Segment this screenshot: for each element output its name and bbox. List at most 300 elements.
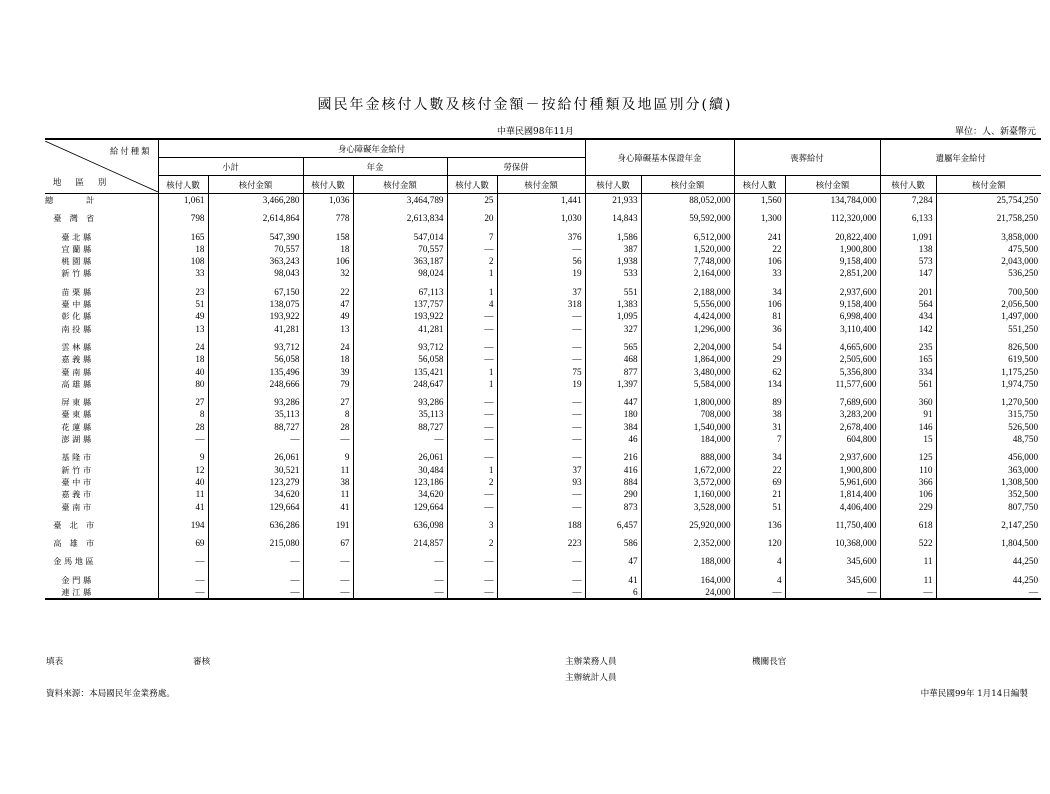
cell-people: 11 <box>880 574 936 586</box>
header-disability-pension: 身心障礙年金給付 <box>158 139 585 158</box>
cell-people: 6,133 <box>880 212 936 224</box>
cell-amount: 26,061 <box>353 451 447 463</box>
cell-amount: — <box>497 555 585 567</box>
cell-amount: 129,664 <box>208 501 303 513</box>
cell-amount: 352,500 <box>936 488 1041 500</box>
cell-people: 387 <box>585 243 641 255</box>
cell-amount: 318 <box>497 298 585 310</box>
header-people: 核付人數 <box>734 176 785 194</box>
cell-amount: 363,243 <box>208 255 303 267</box>
table-row <box>45 286 1041 298</box>
cell-amount: 708,000 <box>641 408 734 420</box>
cell-amount: 56,058 <box>353 353 447 365</box>
cell-people: — <box>734 586 785 599</box>
header-survivor: 遺屬年金給付 <box>880 139 1041 176</box>
cell-amount: 619,500 <box>936 353 1041 365</box>
cell-people: 34 <box>734 286 785 298</box>
cell-amount: 123,279 <box>208 476 303 488</box>
cell-people: 573 <box>880 255 936 267</box>
region-name: 嘉 義 市 <box>45 489 92 500</box>
cell-amount: 7,689,600 <box>785 396 880 408</box>
cell-amount: — <box>497 421 585 433</box>
cell-people: 7 <box>447 231 497 243</box>
cell-amount: 4,665,600 <box>785 341 880 353</box>
cell-people: 1,091 <box>880 231 936 243</box>
region-name: 連 江 縣 <box>45 586 158 599</box>
cell-amount: 123,186 <box>353 476 447 488</box>
cell-amount: 30,484 <box>353 464 447 476</box>
cell-amount: 1,296,000 <box>641 323 734 335</box>
cell-amount: 3,110,400 <box>785 323 880 335</box>
cell-amount: 88,727 <box>353 421 447 433</box>
cell-people: 216 <box>585 451 641 463</box>
region-name: 高 雄 縣 <box>45 378 92 389</box>
cell-people: 1 <box>447 378 497 390</box>
cell-amount: 2,614,864 <box>208 212 303 224</box>
cell-amount: 9,158,400 <box>785 298 880 310</box>
cell-amount: 70,557 <box>208 243 303 255</box>
table-row <box>45 310 1041 322</box>
cell-amount: 1,030 <box>497 212 585 224</box>
header-amount: 核付金額 <box>497 176 585 194</box>
cell-amount: 48,750 <box>936 433 1041 445</box>
cell-people: 46 <box>585 433 641 445</box>
cell-people: 47 <box>303 298 353 310</box>
cell-people: 229 <box>880 501 936 513</box>
cell-amount: 93,286 <box>208 396 303 408</box>
cell-people: 7 <box>734 433 785 445</box>
cell-people: 1,560 <box>734 194 785 207</box>
cell-people: 138 <box>880 243 936 255</box>
cell-people: 33 <box>734 267 785 279</box>
region-name: 金 門 縣 <box>45 574 92 585</box>
cell-people: 2 <box>447 476 497 488</box>
region-name: 總 計 <box>45 195 95 205</box>
cell-people: 22 <box>303 286 353 298</box>
cell-amount: 56,058 <box>208 353 303 365</box>
cell-people: 49 <box>158 310 208 322</box>
header-people: 核付人數 <box>447 176 497 194</box>
table-row <box>45 396 1041 408</box>
cell-people: 106 <box>734 298 785 310</box>
cell-amount: 25,920,000 <box>641 519 734 531</box>
cell-people: — <box>447 243 497 255</box>
cell-people: 9 <box>158 451 208 463</box>
footer-reviewer: 審核 <box>193 657 211 667</box>
cell-people: 47 <box>585 555 641 567</box>
cell-amount: 1,900,800 <box>785 464 880 476</box>
cell-people: 3 <box>447 519 497 531</box>
cell-amount: — <box>208 586 303 599</box>
cell-people: 41 <box>158 501 208 513</box>
statistics-table <box>45 138 1041 600</box>
cell-people: 13 <box>158 323 208 335</box>
cell-amount: 547,014 <box>353 231 447 243</box>
table-row <box>45 353 1041 365</box>
cell-amount: 193,922 <box>208 310 303 322</box>
region-name: 苗 栗 縣 <box>45 286 92 297</box>
region-name: 宜 蘭 縣 <box>45 243 92 254</box>
cell-people: 106 <box>734 255 785 267</box>
region-name: 臺 中 縣 <box>45 299 92 310</box>
unit-label: 單位：人、新臺幣元 <box>954 127 1036 137</box>
cell-people: 134 <box>734 378 785 390</box>
cell-people: 49 <box>303 310 353 322</box>
cell-amount: 551,250 <box>936 323 1041 335</box>
region-name: 高 雄 市 <box>45 538 95 549</box>
table-row <box>45 586 1041 599</box>
table-row <box>45 366 1041 378</box>
cell-people: 366 <box>880 476 936 488</box>
cell-amount: 44,250 <box>936 574 1041 586</box>
cell-amount: 34,620 <box>353 488 447 500</box>
cell-people: 147 <box>880 267 936 279</box>
cell-people: 778 <box>303 212 353 224</box>
cell-amount: 138,075 <box>208 298 303 310</box>
cell-people: 4 <box>734 574 785 586</box>
region-name: 雲 林 縣 <box>45 341 92 352</box>
cell-people: 62 <box>734 366 785 378</box>
cell-amount: 700,500 <box>936 286 1041 298</box>
cell-amount: — <box>497 451 585 463</box>
cell-people: 25 <box>447 194 497 207</box>
cell-amount: 604,800 <box>785 433 880 445</box>
cell-people: 235 <box>880 341 936 353</box>
cell-people: 1,095 <box>585 310 641 322</box>
region-name: 嘉 義 縣 <box>45 354 92 365</box>
cell-amount: — <box>497 488 585 500</box>
cell-people: 146 <box>880 421 936 433</box>
cell-people: 1,061 <box>158 194 208 207</box>
cell-people: 201 <box>880 286 936 298</box>
cell-people: — <box>447 574 497 586</box>
cell-amount: 88,727 <box>208 421 303 433</box>
cell-amount: 41,281 <box>353 323 447 335</box>
cell-people: 165 <box>158 231 208 243</box>
cell-amount: — <box>208 555 303 567</box>
cell-amount: 35,113 <box>353 408 447 420</box>
cell-people: 327 <box>585 323 641 335</box>
table-row <box>45 243 1041 255</box>
cell-people: 11 <box>303 488 353 500</box>
cell-people: 142 <box>880 323 936 335</box>
cell-people: 32 <box>303 267 353 279</box>
cell-amount: 1,308,500 <box>936 476 1041 488</box>
cell-amount: 134,784,000 <box>785 194 880 207</box>
cell-amount: 526,500 <box>936 421 1041 433</box>
cell-people: 89 <box>734 396 785 408</box>
cell-amount: 2,937,600 <box>785 286 880 298</box>
cell-amount: 10,368,000 <box>785 537 880 549</box>
cell-amount: 3,528,000 <box>641 501 734 513</box>
cell-people: 80 <box>158 378 208 390</box>
page-title: 國民年金核付人數及核付金額－按給付種類及地區別分(續) <box>317 97 733 113</box>
cell-people: 180 <box>585 408 641 420</box>
cell-amount: — <box>497 243 585 255</box>
cell-amount: 5,961,600 <box>785 476 880 488</box>
cell-amount: 2,056,500 <box>936 298 1041 310</box>
cell-amount: 223 <box>497 537 585 549</box>
cell-people: — <box>447 488 497 500</box>
table-row <box>45 501 1041 513</box>
cell-amount: 188 <box>497 519 585 531</box>
cell-people: 38 <box>303 476 353 488</box>
cell-amount: 164,000 <box>641 574 734 586</box>
cell-amount: — <box>353 433 447 445</box>
cell-amount: — <box>497 341 585 353</box>
cell-amount: 25,754,250 <box>936 194 1041 207</box>
cell-people: 29 <box>734 353 785 365</box>
table-row <box>45 378 1041 390</box>
cell-amount: — <box>208 574 303 586</box>
cell-amount: 3,283,200 <box>785 408 880 420</box>
cell-people: — <box>447 323 497 335</box>
cell-amount: 98,043 <box>208 267 303 279</box>
cell-people: 416 <box>585 464 641 476</box>
cell-people: — <box>303 555 353 567</box>
cell-people: 1 <box>447 464 497 476</box>
cell-people: 39 <box>303 366 353 378</box>
cell-people: 1,586 <box>585 231 641 243</box>
cell-people: 194 <box>158 519 208 531</box>
cell-amount: 30,521 <box>208 464 303 476</box>
cell-people: 20 <box>447 212 497 224</box>
cell-amount: 2,043,000 <box>936 255 1041 267</box>
cell-people: — <box>158 586 208 599</box>
cell-amount: 6,998,400 <box>785 310 880 322</box>
cell-people: — <box>880 586 936 599</box>
footer-head: 機關長官 <box>752 657 787 667</box>
cell-amount: 98,024 <box>353 267 447 279</box>
table-row <box>45 231 1041 243</box>
cell-people: 21 <box>734 488 785 500</box>
cell-amount: 2,164,000 <box>641 267 734 279</box>
cell-amount: 1,270,500 <box>936 396 1041 408</box>
cell-people: 40 <box>158 476 208 488</box>
table-row <box>45 255 1041 267</box>
cell-amount: 2,204,000 <box>641 341 734 353</box>
cell-amount: 137,757 <box>353 298 447 310</box>
cell-people: 434 <box>880 310 936 322</box>
table-row <box>45 555 1041 567</box>
cell-people: 34 <box>734 451 785 463</box>
header-people: 核付人數 <box>585 176 641 194</box>
cell-amount: 215,080 <box>208 537 303 549</box>
cell-people: 36 <box>734 323 785 335</box>
cell-people: 8 <box>303 408 353 420</box>
cell-amount: 636,286 <box>208 519 303 531</box>
cell-people: 136 <box>734 519 785 531</box>
cell-people: 69 <box>734 476 785 488</box>
cell-amount: 888,000 <box>641 451 734 463</box>
table-row <box>45 408 1041 420</box>
table-row <box>45 464 1041 476</box>
cell-people: 7,284 <box>880 194 936 207</box>
cell-people: 54 <box>734 341 785 353</box>
table-row <box>45 574 1041 586</box>
cell-amount: — <box>497 323 585 335</box>
region-name: 桃 園 縣 <box>45 256 92 267</box>
cell-people: 13 <box>303 323 353 335</box>
cell-amount: 1,160,000 <box>641 488 734 500</box>
region-name: 花 蓮 縣 <box>45 421 92 432</box>
cell-people: 18 <box>158 353 208 365</box>
cell-people: 2 <box>447 537 497 549</box>
report-date: 中華民國98年11月 <box>497 127 574 137</box>
cell-people: — <box>447 586 497 599</box>
cell-people: 41 <box>585 574 641 586</box>
cell-people: 1,938 <box>585 255 641 267</box>
region-name: 新 竹 市 <box>45 464 92 475</box>
cell-people: 4 <box>734 555 785 567</box>
cell-people: 18 <box>303 353 353 365</box>
cell-people: 31 <box>734 421 785 433</box>
cell-people: 81 <box>734 310 785 322</box>
cell-people: 106 <box>880 488 936 500</box>
cell-amount: 3,480,000 <box>641 366 734 378</box>
corner-top-label: 給付種類 <box>110 147 152 156</box>
cell-people: 384 <box>585 421 641 433</box>
cell-amount: 3,466,280 <box>208 194 303 207</box>
cell-amount: 2,505,600 <box>785 353 880 365</box>
corner-bottom-label: 地 區 別 <box>53 178 113 187</box>
header-amount: 核付金額 <box>208 176 303 194</box>
cell-amount: 1,441 <box>497 194 585 207</box>
cell-people: 106 <box>303 255 353 267</box>
cell-amount: 75 <box>497 366 585 378</box>
cell-amount: 376 <box>497 231 585 243</box>
cell-amount: — <box>785 586 880 599</box>
region-name: 臺 中 市 <box>45 476 92 487</box>
cell-amount: 24,000 <box>641 586 734 599</box>
cell-amount: 363,187 <box>353 255 447 267</box>
cell-amount: 184,000 <box>641 433 734 445</box>
table-row <box>45 537 1041 549</box>
cell-people: 28 <box>303 421 353 433</box>
cell-amount: 21,758,250 <box>936 212 1041 224</box>
cell-people: 51 <box>158 298 208 310</box>
cell-people: 108 <box>158 255 208 267</box>
cell-amount: 3,464,789 <box>353 194 447 207</box>
cell-people: — <box>447 341 497 353</box>
table-row <box>45 451 1041 463</box>
cell-amount: 1,540,000 <box>641 421 734 433</box>
cell-people: 24 <box>303 341 353 353</box>
cell-amount: — <box>497 433 585 445</box>
cell-amount: 1,520,000 <box>641 243 734 255</box>
cell-people: — <box>447 408 497 420</box>
cell-amount: 3,572,000 <box>641 476 734 488</box>
cell-people: — <box>447 396 497 408</box>
cell-people: 110 <box>880 464 936 476</box>
cell-people: 533 <box>585 267 641 279</box>
cell-amount: 4,406,400 <box>785 501 880 513</box>
cell-amount: 2,851,200 <box>785 267 880 279</box>
cell-amount: 1,804,500 <box>936 537 1041 549</box>
cell-amount: — <box>208 433 303 445</box>
cell-people: 551 <box>585 286 641 298</box>
cell-people: — <box>303 586 353 599</box>
cell-amount: — <box>353 574 447 586</box>
cell-people: 618 <box>880 519 936 531</box>
cell-amount: 2,188,000 <box>641 286 734 298</box>
cell-people: 877 <box>585 366 641 378</box>
cell-amount: 2,613,834 <box>353 212 447 224</box>
header-labor-combined: 勞保併 <box>447 158 585 176</box>
cell-people: 22 <box>734 243 785 255</box>
cell-amount: 5,556,000 <box>641 298 734 310</box>
cell-people: 24 <box>158 341 208 353</box>
cell-amount: 5,356,800 <box>785 366 880 378</box>
cell-amount: — <box>497 396 585 408</box>
cell-people: — <box>303 574 353 586</box>
cell-people: — <box>447 421 497 433</box>
header-people: 核付人數 <box>880 176 936 194</box>
cell-amount: 345,600 <box>785 574 880 586</box>
cell-amount: 11,750,400 <box>785 519 880 531</box>
footer-business-staff: 主辦業務人員 <box>565 657 617 667</box>
cell-people: 191 <box>303 519 353 531</box>
cell-amount: 41,281 <box>208 323 303 335</box>
cell-amount: 93,712 <box>353 341 447 353</box>
cell-amount: 112,320,000 <box>785 212 880 224</box>
cell-amount: 35,113 <box>208 408 303 420</box>
cell-amount: 56 <box>497 255 585 267</box>
cell-amount: — <box>353 555 447 567</box>
cell-amount: 1,175,250 <box>936 366 1041 378</box>
cell-people: 6,457 <box>585 519 641 531</box>
cell-people: 11 <box>880 555 936 567</box>
cell-amount: 1,974,750 <box>936 378 1041 390</box>
cell-people: 79 <box>303 378 353 390</box>
table-row <box>45 212 1041 224</box>
cell-people: 6 <box>585 586 641 599</box>
cell-amount: — <box>497 408 585 420</box>
cell-people: 158 <box>303 231 353 243</box>
cell-amount: 11,577,600 <box>785 378 880 390</box>
table-row <box>45 433 1041 445</box>
cell-people: 14,843 <box>585 212 641 224</box>
cell-amount: 2,352,000 <box>641 537 734 549</box>
corner-header <box>45 139 158 194</box>
cell-people: 798 <box>158 212 208 224</box>
cell-people: 51 <box>734 501 785 513</box>
cell-amount: 1,497,000 <box>936 310 1041 322</box>
cell-people: 38 <box>734 408 785 420</box>
region-name: 金 馬 地 區 <box>45 556 94 567</box>
cell-amount: 93,286 <box>353 396 447 408</box>
table-body <box>45 194 1041 600</box>
cell-people: 884 <box>585 476 641 488</box>
header-subtotal: 小計 <box>158 158 303 176</box>
cell-people: — <box>447 555 497 567</box>
cell-people: 27 <box>158 396 208 408</box>
cell-amount: 1,800,000 <box>641 396 734 408</box>
cell-amount: 547,390 <box>208 231 303 243</box>
cell-people: 8 <box>158 408 208 420</box>
cell-amount: 1,672,000 <box>641 464 734 476</box>
header-people: 核付人數 <box>303 176 353 194</box>
cell-people: 241 <box>734 231 785 243</box>
cell-amount: 193,922 <box>353 310 447 322</box>
cell-people: 1,300 <box>734 212 785 224</box>
table-row <box>45 323 1041 335</box>
cell-people: — <box>447 501 497 513</box>
cell-amount: — <box>353 586 447 599</box>
cell-amount: 88,052,000 <box>641 194 734 207</box>
cell-amount: 636,098 <box>353 519 447 531</box>
cell-people: 67 <box>303 537 353 549</box>
